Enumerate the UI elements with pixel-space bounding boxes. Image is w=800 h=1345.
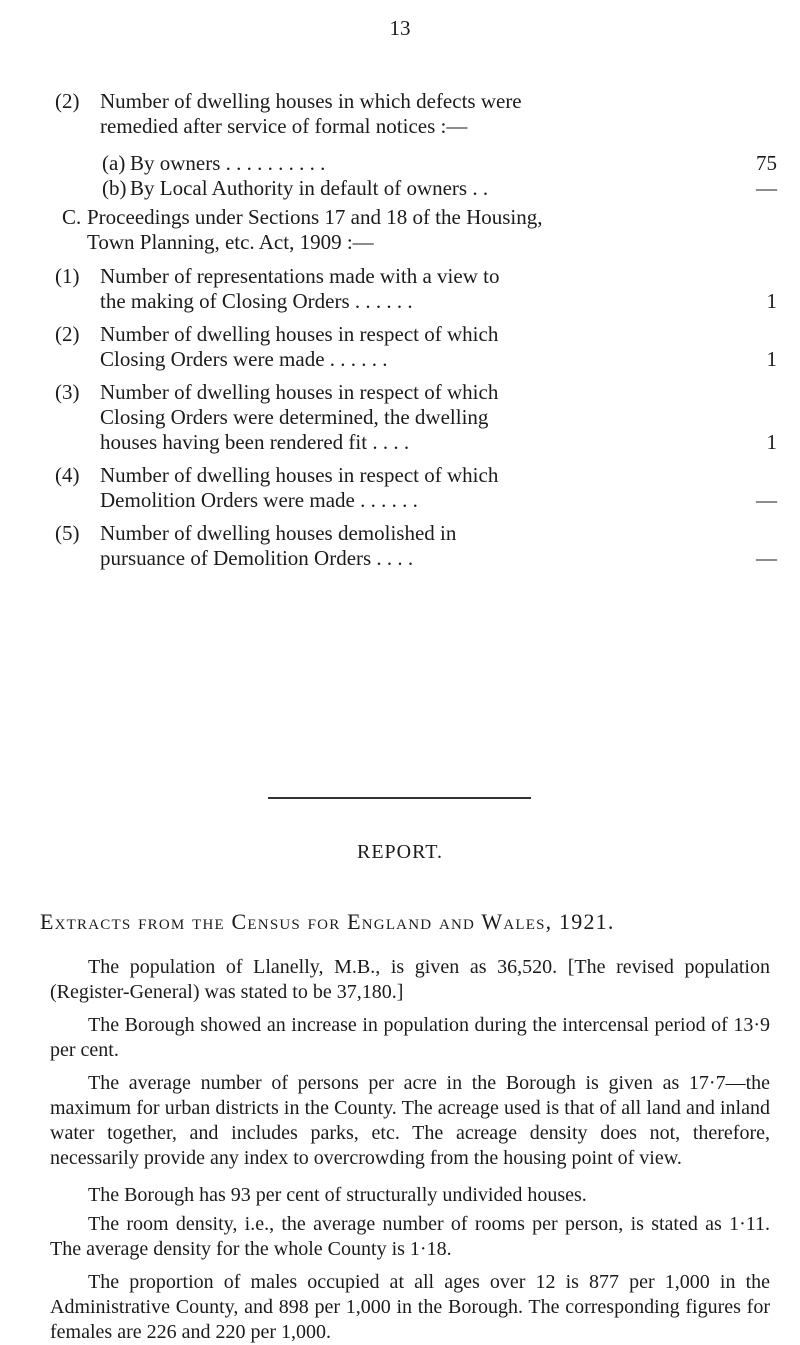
item-label: (2) bbox=[55, 89, 80, 113]
item-label: (b) bbox=[102, 176, 127, 200]
item-text-line: houses having been rendered fit . . . . bbox=[100, 430, 410, 454]
item-text-line: Number of dwelling houses in respect of which bbox=[100, 322, 499, 346]
item-text-line: the making of Closing Orders . . . . . . bbox=[100, 289, 413, 313]
item-label: (1) bbox=[55, 264, 80, 288]
item-text-line: pursuance of Demolition Orders . . . . bbox=[100, 546, 414, 570]
item-label: (a) bbox=[102, 151, 126, 175]
item-label: (3) bbox=[55, 380, 80, 404]
item-text-line: Closing Orders were determined, the dwelling bbox=[100, 405, 489, 429]
item-label: (5) bbox=[55, 521, 80, 545]
item-label: (2) bbox=[55, 322, 80, 346]
paragraph bbox=[50, 1270, 770, 1345]
item-text-line: By Local Authority in default of owners . . bbox=[130, 176, 489, 200]
paragraph-text: The proportion of males occupied at all ages over 12 is 877 per 1,000 in the Administrative County, and 898 per 1,000 in the Borough. The corresponding figures for females are 226 and 220 per 1,000. bbox=[50, 1271, 770, 1343]
paragraph-text: The population of Llanelly, M.B., is given as 36,520. [The revised population (Register-General) was stated to be 37,180.] bbox=[50, 956, 770, 1003]
item-text-line: By owners . . . . . . . . . . bbox=[130, 151, 326, 175]
item-text-line: Demolition Orders were made . . . . . . bbox=[100, 488, 418, 512]
item-value: — bbox=[756, 176, 777, 200]
paragraph-text: The average number of persons per acre in the Borough is given as 17·7—the maximum for urban districts in the County. The acreage used is that of all land and inland water together, and includes parks, etc. The acreage density does not, therefore, necessarily provide any index to overcrowding from the housing point of view. bbox=[50, 1072, 770, 1169]
paragraph-text: The room density, i.e., the average number of rooms per person, is stated as 1·11. The average density for the whole County is 1·18. bbox=[50, 1213, 770, 1260]
paragraph-text: The Borough has 93 per cent of structurally undivided houses. bbox=[88, 1184, 587, 1206]
item-value: — bbox=[756, 488, 777, 512]
item-text-line: Number of dwelling houses in respect of which bbox=[100, 380, 499, 404]
extract-heading: Extracts from the Census for England and Wales, 1921. bbox=[40, 909, 615, 934]
item-value: 1 bbox=[766, 430, 777, 454]
item-text-line: Number of dwelling houses in respect of which bbox=[100, 463, 499, 487]
item-text-line: Closing Orders were made . . . . . . bbox=[100, 347, 388, 371]
report-heading: REPORT. bbox=[357, 841, 443, 863]
item-label: C. bbox=[62, 205, 82, 229]
section-divider bbox=[268, 797, 531, 799]
item-text-line: Number of dwelling houses in which defects were bbox=[100, 89, 522, 113]
item-text-line: Number of representations made with a view to bbox=[100, 264, 500, 288]
page-number: 13 bbox=[389, 16, 411, 40]
item-value: — bbox=[756, 546, 777, 570]
item-text-line: Proceedings under Sections 17 and 18 of the Housing, bbox=[87, 205, 543, 229]
item-value: 1 bbox=[766, 289, 777, 313]
paragraph bbox=[50, 1013, 770, 1063]
item-label: (4) bbox=[55, 463, 80, 487]
item-text-line: Town Planning, etc. Act, 1909 :— bbox=[87, 230, 374, 254]
item-value: 1 bbox=[766, 347, 777, 371]
paragraph-text: The Borough showed an increase in population during the intercensal period of 13·9 per cent. bbox=[50, 1014, 770, 1061]
paragraph bbox=[50, 955, 770, 1005]
item-text-line: Number of dwelling houses demolished in bbox=[100, 521, 457, 545]
item-text-line: remedied after service of formal notices :— bbox=[100, 114, 468, 138]
paragraph bbox=[50, 1212, 770, 1262]
paragraph bbox=[50, 1071, 770, 1171]
item-value: 75 bbox=[756, 151, 777, 175]
paragraph bbox=[50, 1183, 770, 1208]
